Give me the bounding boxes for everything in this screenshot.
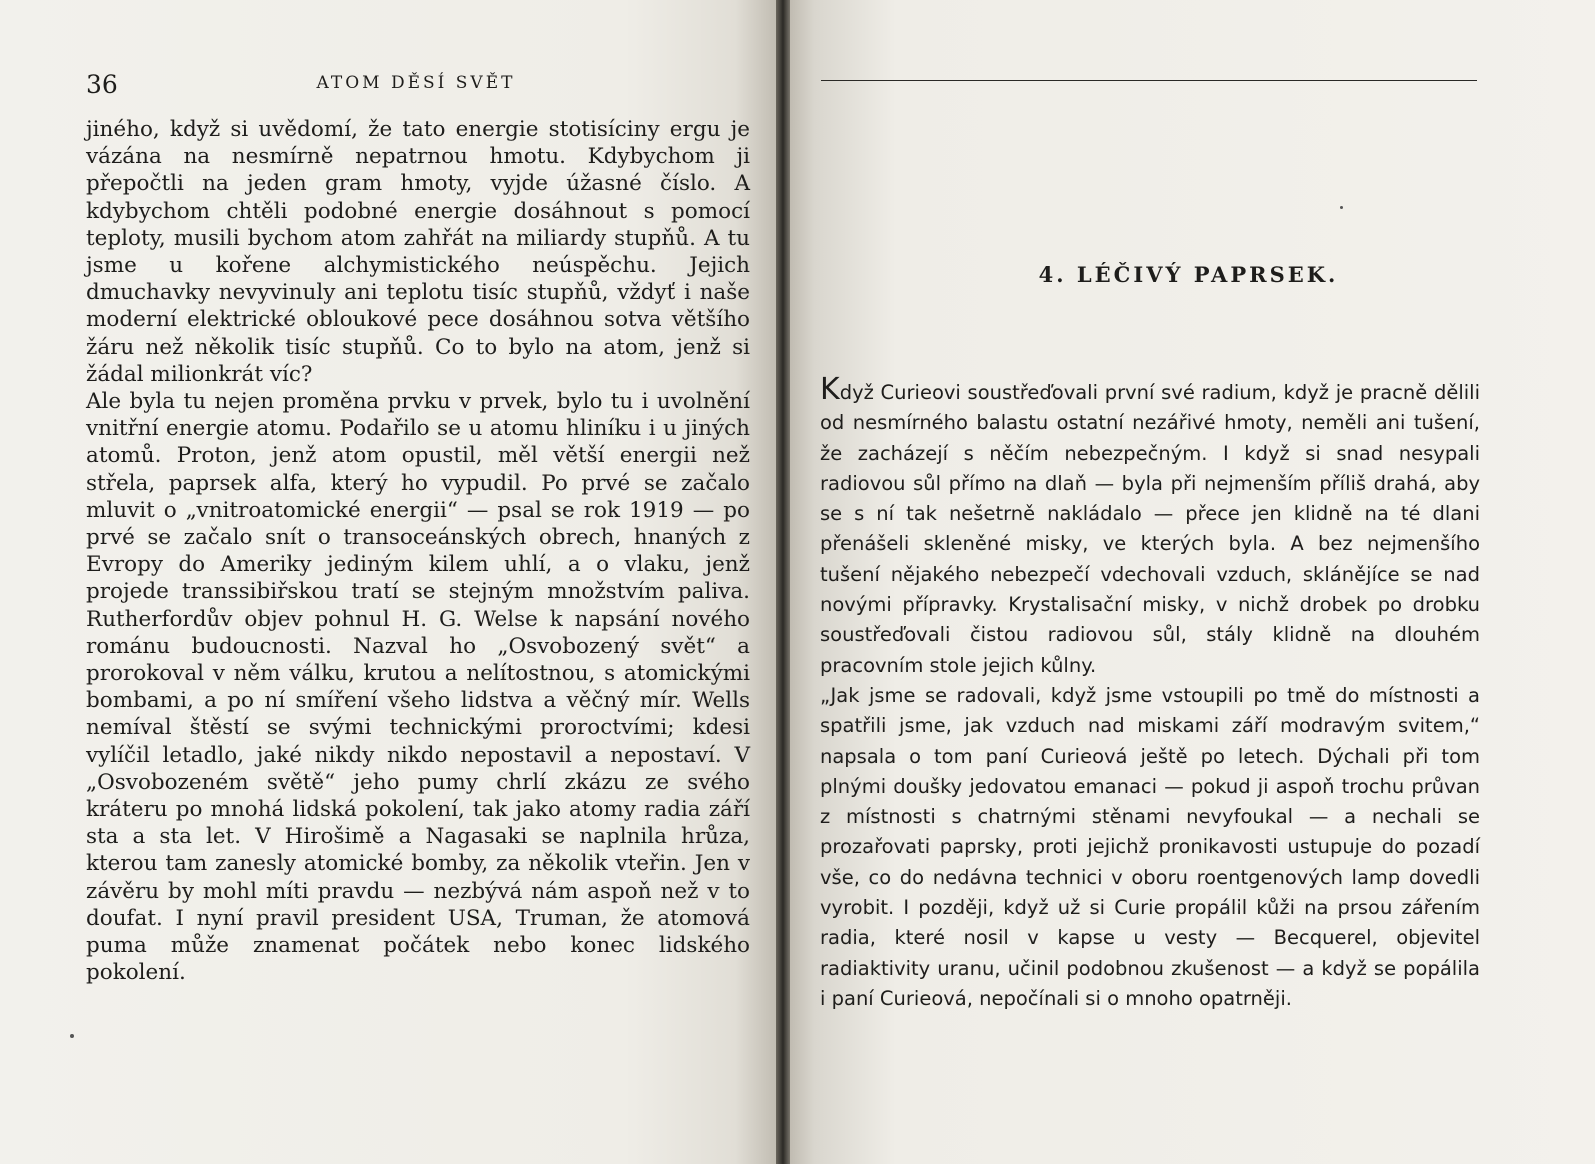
paper-speck bbox=[70, 1034, 74, 1038]
right-body-text bbox=[820, 372, 1480, 1014]
header-rule bbox=[821, 80, 1477, 81]
running-title: ATOM DĚSÍ SVĚT bbox=[316, 73, 516, 93]
right-page bbox=[782, 0, 1595, 1164]
page-number: 36 bbox=[86, 70, 118, 99]
left-body-text bbox=[86, 116, 750, 987]
body-paragraph: Ale byla tu nejen proměna prvku v prvek, bylo tu i uvolnění vnitřní energie atomu. Podařilo se u atomu hliníku i u jiných atomů. Proton, jenž atom opustil, měl větší energii než střela, paprsek alfa, který ho vypudil. Po prvé se začalo mluvit o „vnitroatomické energii“ — psal se rok 1919 — po prvé se začalo snít o transoceánských obrech, hnaných z Evropy do Ameriky jediným kilem uhlí, a o vlaku, jenž projede transsibiřskou tratí se stejným množstvím paliva. Rutherfordův objev pohnul H. G. Welse k napsání nového románu budoucnosti. Nazval ho „Osvobozený svět“ a prorokoval v něm válku, krutou a nelítostnou, s atomickými bombami, a po ní smíření všeho lidstva a věčný mír. Wells nemíval štěstí se svými technickými proroctvími; kdesi vylíčil letadlo, jaké nikdy nikdo nepostavil a nepostaví. V „Osvobozeném světě“ jeho pumy chrlí zkázu ze svého kráteru po mnohá lidská pokolení, tak jako atomy radia září sta a sta let. V Hirošimě a Nagasaki se naplnila hrůza, kterou tam zanesly atomické bomby, za několik vteřin. Jen v závěru by mohl míti pravdu — nezbývá nám aspoň než v to doufat. I nyní pravil president USA, Truman, že atomová puma může znamenat počátek nebo konec lidského pokolení. bbox=[86, 389, 750, 986]
chapter-title: 4. LÉČIVÝ PAPRSEK. bbox=[1038, 262, 1339, 287]
paper-speck bbox=[1340, 206, 1343, 209]
paragraph-text: dyž Curieovi soustřeďovali první své radium, když je pracně dělili od nesmírného balastu ostatní nezářivé hmoty, neměli ani tušení, že zacházejí s něčím nebezpečným. I když si snad nesypali radiovou sůl přímo na dlaň — byla při nejmenším příliš drahá, aby se s ní tak nešetrně nakládalo — přece jen klidně na té dlani přenášeli skleněné misky, ve kterých byla. A bez nejmenšího tušení nějakého nebezpečí vdechovali vzduch, sklánějíce se nad novými přípravky. Krystalisační misky, v nichž drobek po drobku soustřeďovali čistou radiovou sůl, stály klidně na dlouhém pracovním stole jejich kůlny. bbox=[820, 381, 1480, 677]
book-gutter bbox=[776, 0, 790, 1164]
left-page bbox=[0, 0, 782, 1164]
body-paragraph bbox=[820, 372, 1480, 681]
initial-letter: K bbox=[820, 372, 840, 407]
running-head bbox=[86, 70, 746, 100]
body-paragraph: „Jak jsme se radovali, když jsme vstoupili po tmě do místnosti a spatřili jsme, jak vzduch nad miskami září modravým svitem,“ napsala o tom paní Curieová ještě po letech. Dýchali při tom plnými doušky jedovatou emanaci — pokud ji aspoň trochu průvan z místnosti s chatrnými stěnami nevyfoukal — a nechali se prozařovati paprsky, proti jejichž pronikavosti ustupuje do pozadí vše, co do nedávna technici v oboru roentgenových lamp dovedli vyrobit. I později, když už si Curie propálil kůži na prsou zářením radia, které nosil v kapse u vesty — Becquerel, objevitel radiaktivity uranu, učinil podobnou zkušenost — a když se popálila i paní Curieová, nepočínali si o mnoho opatrněji. bbox=[820, 683, 1480, 1010]
body-paragraph: jiného, když si uvědomí, že tato energie stotisíciny ergu je vázána na nesmírně nepatrnou hmotu. Kdybychom ji přepočtli na jeden gram hmoty, vyjde úžasné číslo. A kdybychom chtěli podobné energie dosáhnout s pomocí teploty, musili bychom atom zahřát na miliardy stupňů. A tu jsme u kořene alchymistického neúspěchu. Jejich dmuchavky nevyvinuly ani teplotu tisíc stupňů, vždyť i naše moderní elektrické obloukové pece dosáhnou sotva většího žáru než několik tisíc stupňů. Co to bylo na atom, jenž si žádal milionkrát víc? bbox=[86, 117, 750, 387]
